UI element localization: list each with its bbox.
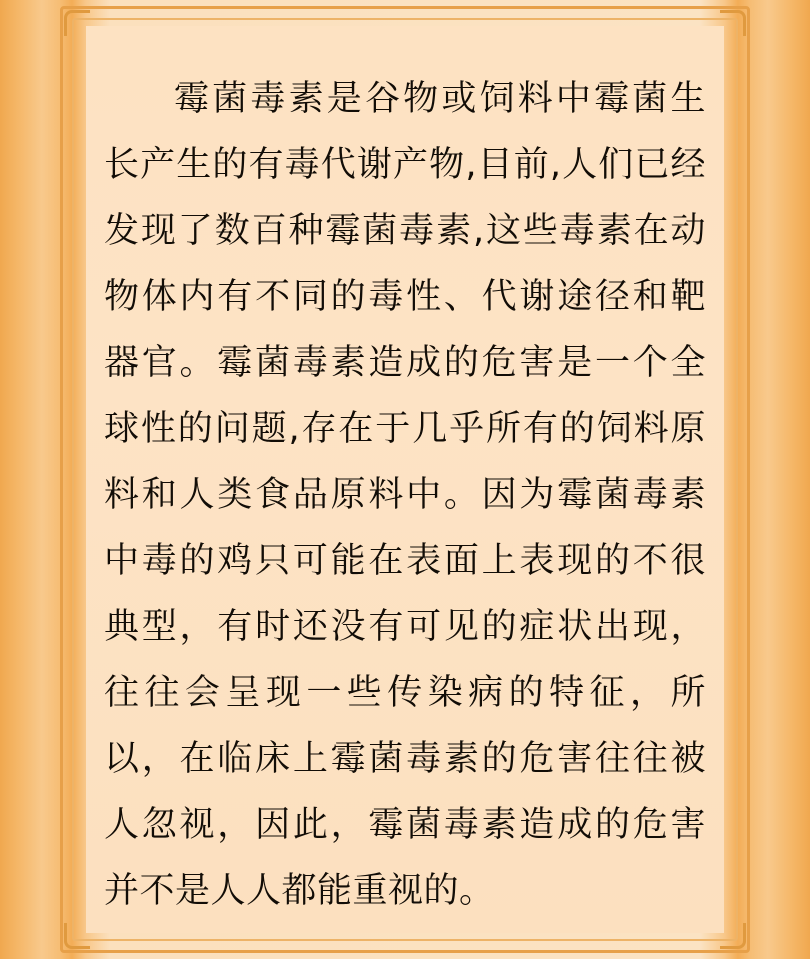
paper-surface xyxy=(86,26,724,933)
body-paragraph: 霉菌毒素是谷物或饲料中霉菌生长产生的有毒代谢产物,目前,人们已经发现了数百种霉菌毒素,这些毒素在动物体内有不同的毒性、代谢途径和靶器官。霉菌毒素造成的危害是一个全球性的问题,存在于几乎所有的饲料原料和人类食品原料中。因为霉菌毒素中毒的鸡只可能在表面上表现的不很典型，有时还没有可见的症状出现，往往会呈现一些传染病的特征，所以，在临床上霉菌毒素的危害往往被人忽视，因此，霉菌毒素造成的危害并不是人人都能重视的。 xyxy=(104,79,706,911)
